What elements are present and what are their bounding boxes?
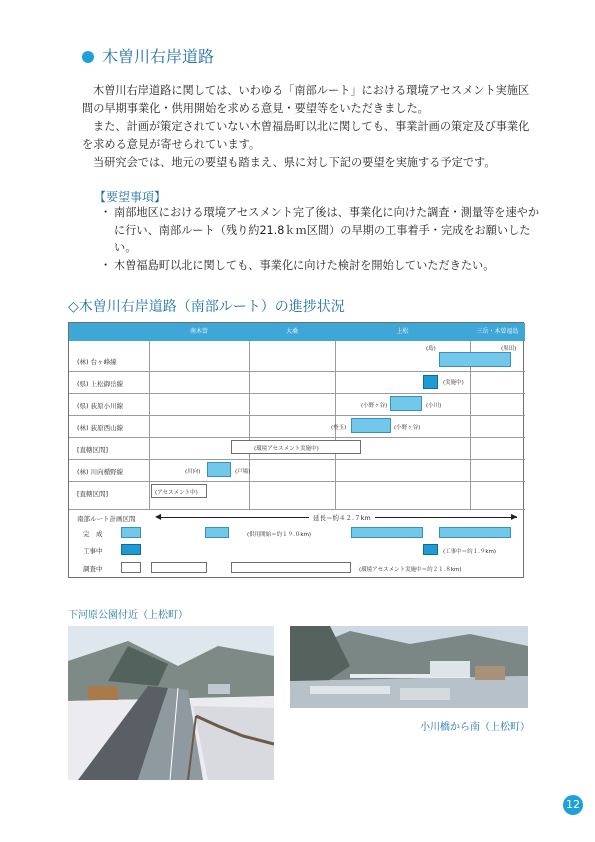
bullet-dot-icon (82, 51, 94, 63)
grid-line (69, 415, 525, 416)
chart-title: ◇木曽川右岸道路（南部ルート）の進捗状況 (68, 299, 345, 315)
legend-swatch-in-progress (121, 544, 141, 555)
row-note: (川向) (185, 469, 201, 475)
legend-note: (供用開始＝約１９.０km) (247, 532, 312, 538)
section-title-text: 木曽川右岸道路 (102, 47, 215, 66)
row-note: (黒田) (501, 346, 517, 352)
bar-completed (205, 527, 229, 538)
photo-caption-left: 下河原公園付近（上松町） (68, 610, 188, 621)
legend-swatch-survey (121, 562, 141, 573)
photo-park-road (68, 626, 274, 780)
row-note: (小野ヶ谷) (361, 403, 388, 409)
row-note: (小野ヶ谷) (394, 425, 421, 431)
legend-note: (環境アセスメント実施中＝約２１.８km) (359, 567, 462, 573)
row-note: (登玉) (331, 425, 347, 431)
row-note: (環境アセスメント実施中) (254, 446, 319, 452)
grid-line (69, 459, 525, 460)
legend-swatch-completed (121, 527, 141, 538)
region-label: 三岳・木曽福島 (476, 328, 519, 335)
row-note: (戸場) (235, 469, 251, 475)
bar-in-progress (423, 375, 438, 389)
bar-completed (207, 462, 231, 477)
row-note: (アセスメント中) (155, 490, 198, 496)
bar-completed (351, 527, 423, 538)
section-title (82, 44, 214, 67)
request-item: ・ 南部地区における環境アセスメント完了後は、事業化に向けた調査・測量等を速やかに行い、南部ルート（残り約21.8ｋｍ区間）の早期の工事着手・完成をお願いしたい。 (104, 204, 544, 257)
arrow-right-icon: ▶ (511, 512, 518, 521)
legend-label: 工事中 (83, 547, 103, 555)
row-label: (林) 台ヶ峰線 (77, 358, 117, 366)
bar-completed (390, 396, 422, 411)
extent-note: 延長＝約４２.７km (309, 513, 375, 522)
grid-line (69, 509, 525, 510)
arrow-left-icon: ◀ (155, 512, 162, 521)
paragraph: 当研究会では、地元の要望も踏まえ、県に対し下記の要望を実施する予定です。 (93, 156, 496, 169)
photo-bridge-south (290, 626, 528, 708)
request-item: ・ 木曽福島町以北に関しても、事業化に向けた検討を開始していただきたい。 (104, 257, 544, 275)
row-label: (林) 川向楯野線 (77, 468, 124, 476)
grid-line (69, 393, 525, 394)
row-label: (県) 上松御岳線 (77, 380, 124, 388)
grid-line (69, 371, 525, 372)
row-label: (林) 荻原西山線 (77, 424, 124, 432)
bar-completed (439, 527, 511, 538)
bar-completed (439, 352, 511, 367)
legend-note: (工事中＝約１.９km) (443, 549, 497, 555)
page-number: 12 (563, 795, 583, 815)
legend-label: 完 成 (83, 530, 103, 538)
grid-line (249, 341, 250, 509)
grid-line (69, 437, 525, 438)
paragraph: また、計画が策定されていない木曽福島町以北に関しても、事業計画の策定及び事業化を求める意見が寄せられています。 (82, 120, 530, 151)
bar-in-progress (423, 544, 438, 555)
region-label: 南木曽 (189, 328, 208, 335)
region-label: 上松 (396, 328, 409, 335)
row-label: [直轄区間] (77, 446, 109, 454)
paragraph: 木曽川右岸道路に関しては、いわゆる「南部ルート」における環境アセスメント実施区間の早期事業化・供用開始を求める意見・要望等をいただきました。 (82, 84, 530, 115)
grid-line (69, 481, 525, 482)
bar-survey (231, 562, 351, 573)
row-note: (島) (426, 346, 436, 352)
requests-heading: 【要望事項】 (94, 190, 167, 204)
bar-completed (351, 418, 391, 433)
requests-list (104, 204, 544, 274)
photo-caption-right: 小川橋から南（上松町） (420, 722, 530, 733)
row-label: [直轄区間] (77, 490, 109, 498)
intro-paragraphs (82, 82, 537, 172)
row-label: (県) 荻原小川線 (77, 402, 124, 410)
row-note: (実施中) (443, 380, 464, 386)
row-note: (小川) (426, 403, 442, 409)
row-label: 南部ルート計画区間 (77, 515, 136, 523)
bar-survey (151, 562, 207, 573)
region-label: 大桑 (285, 328, 298, 335)
progress-chart (68, 322, 524, 578)
grid-line (149, 341, 150, 509)
legend-label: 調査中 (83, 565, 103, 573)
